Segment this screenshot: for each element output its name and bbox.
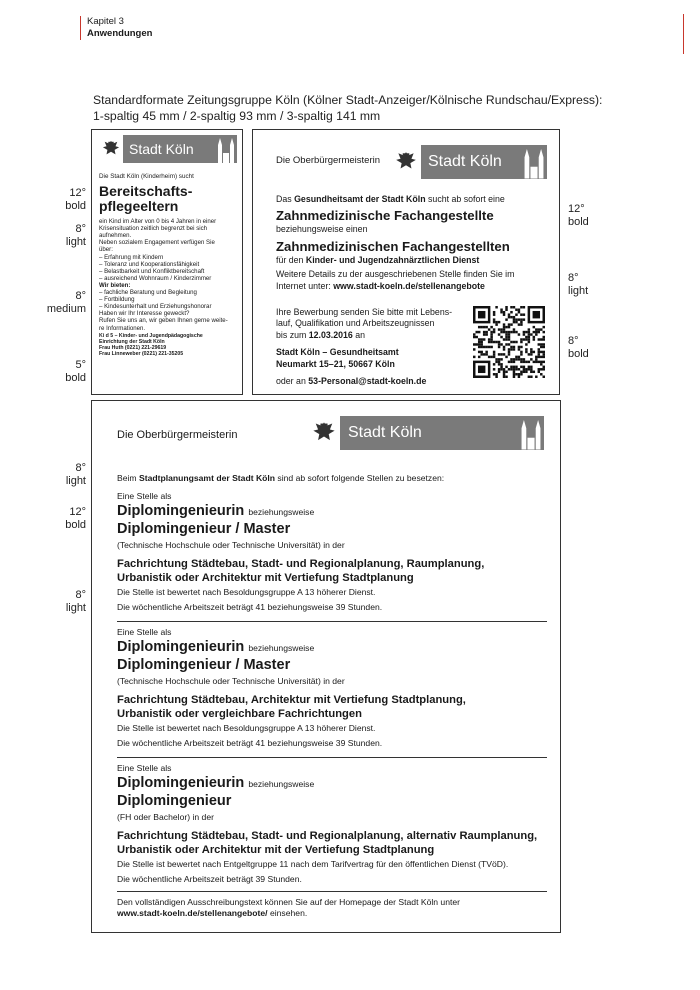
intro-line-2: 1-spaltig 45 mm / 2-spaltig 93 mm / 3-spaltig 141 mm: [93, 109, 381, 123]
label-12-bold-b: 12° bold: [65, 506, 86, 531]
stadt-koeln-logo: [308, 416, 544, 450]
chapter-label: Kapitel 3: [87, 16, 124, 27]
label-8-light-b: 8° light: [65, 462, 86, 487]
ad2-title1: Zahnmedizinische Fachangestellte: [276, 208, 494, 224]
ad2-mid: beziehungsweise einen: [276, 224, 368, 235]
ad2-line3: für den Kinder- und Jugendzahnärztlichen Dienst: [276, 254, 480, 265]
qr-code-icon[interactable]: [473, 306, 545, 378]
ad-zahnmedizin: [252, 129, 560, 395]
ad2-line1: Das Gesundheitsamt der Stadt Köln sucht ab sofort eine: [276, 194, 505, 204]
ad1-pre: Die Stadt Köln (Kinderheim) sucht: [99, 173, 194, 180]
divider: [117, 757, 547, 758]
cathedral-icon: [521, 145, 547, 179]
ad2-mail: oder an 53-Personal@stadt-koeln.de: [276, 376, 427, 387]
ad1-body: ein Kind im Alter von 0 bis 4 Jahren in einer Krisensituation zeitlich begrenzt bei sich aufnehmen. Neben sozialem Engagement verfügen Sie über: – Erfahrung mit Kindern – Toleranz und Kooperationsfähigkeit – Belastbarkeit und Konfliktbereitschaft – ausreichend Wohnraum / Kinderzimmer: [99, 218, 217, 282]
label-5-bold: 5° bold: [65, 359, 86, 384]
ad2-address-1: Stadt Köln – Gesundheitsamt: [276, 347, 399, 358]
stadt-koeln-logo: [391, 145, 547, 179]
ad2-application: Ihre Bewerbung senden Sie bitte mit Lebens- lauf, Qualifikation und Arbeitszeugnissen bis zum 12.03.2016 an Stadt Köln – Gesundheitsamt Neumarkt 15–21, 50667 Köln oder an 53-Personal@stadt-koeln.de: [276, 307, 466, 387]
label-8-light: 8° light: [65, 223, 86, 248]
ad2-title2: Zahnmedizinischen Fachangestellten: [276, 238, 510, 254]
label-12-bold-right: 12° bold: [568, 203, 589, 228]
ad1-content: [99, 173, 239, 357]
job-listing-1: Eine Stelle als Diplomingenieurin beziehungsweise Diplomingenieur / Master (Technische Hochschule oder Technische Universität) in der Fachrichtung Städtebau, Stadt- und Regionalplanung, Raumplanung, Urbanistik oder Architektur mit Vertiefung Stadtplanung Die Stelle ist bewertet nach Besoldungsgruppe A 13 höherer Dienst. Die wöchentliche Arbeitszeit beträgt 41 beziehungsweise 39 Stunden.: [117, 491, 485, 612]
eagle-icon: [391, 145, 421, 179]
oberbuergermeisterin-label: Die Oberbürgermeisterin: [276, 155, 381, 166]
divider: [117, 621, 547, 622]
chapter-header: [80, 16, 152, 40]
ad1-bieten: Wir bieten:: [99, 281, 131, 289]
job-listing-3: Eine Stelle als Diplomingenieurin beziehungsweise Diplomingenieur (FH oder Bachelor) in der Fachrichtung Städtebau, Stadt- und Regionalplanung, alternativ Raumplanung, Urbanistik oder Architektur mit der Vertiefung Stadtplanung Die Stelle ist bewertet nach Entgeltgruppe 11 nach dem Tarifvertrag für den öffentlichen Dienst (TVöD). Die wöchentliche Arbeitszeit beträgt 39 Stunden.: [117, 763, 538, 884]
ad2-address-2: Neumarkt 15–21, 50667 Köln: [276, 358, 395, 369]
eagle-icon: [308, 416, 340, 450]
ad3-footer: Den vollständigen Ausschreibungstext können Sie auf der Homepage der Stadt Köln unter www.stadt-koeln.de/stellenangebote/ einsehen.: [117, 897, 461, 918]
eagle-icon: [99, 135, 123, 163]
oberbuergermeisterin-label: Die Oberbürgermeisterin: [117, 429, 238, 441]
job-listing-2: Eine Stelle als Diplomingenieurin beziehungsweise Diplomingenieur / Master (Technische Hochschule oder Technische Universität) in der Fachrichtung Städtebau, Architektur mit Vertiefung Stadtplanung, Urbanistik oder vergleichbare Fachrichtungen Die Stelle ist bewertet nach Besoldungsgruppe A 13 höherer Dienst. Die wöchentliche Arbeitszeit beträgt 41 beziehungsweise 39 Stunden.: [117, 627, 466, 748]
section-label: Anwendungen: [87, 28, 153, 39]
label-8-light-right: 8° light: [568, 272, 589, 297]
logo-text: Stadt Köln: [348, 424, 422, 441]
margin-rule: [683, 14, 684, 54]
label-8-light-b2: 8° light: [65, 589, 86, 614]
ad1-contact: Ki d 5 – Kinder- und Jugendpädagogische Einrichtung der Stadt Köln Frau Huth (0221) 221-29619 Frau Linneweber (0221) 221-35205: [99, 332, 203, 358]
logo-text: Stadt Köln: [129, 141, 194, 157]
ad1-title: Bereitschafts- pflegeeltern: [99, 183, 193, 215]
ad2-details-1: Weitere Details zu der ausgeschriebenen Stelle finden Sie im: [276, 269, 515, 280]
stadt-koeln-logo: [99, 135, 237, 163]
cathedral-icon: [518, 416, 544, 450]
ad-stadtplanungsamt: [91, 400, 561, 933]
label-8-bold-right: 8° bold: [568, 335, 589, 360]
ad-pflegeeltern: [91, 129, 243, 395]
cathedral-icon: [215, 135, 237, 163]
ad1-body2: – fachliche Beratung und Begleitung – Fortbildung – Kindesunterhalt und Erziehungshonorar Haben wir Ihr Interesse geweckt? Rufen Sie uns an, wir geben Ihnen gerne weite- re Informationen.: [99, 289, 228, 332]
ad2-content: [276, 194, 556, 292]
ad3-intro: Beim Stadtplanungsamt der Stadt Köln sind ab sofort folgende Stellen zu besetzen:: [117, 473, 445, 483]
divider: [117, 891, 547, 892]
logo-text: Stadt Köln: [428, 153, 502, 170]
label-12-bold: 12° bold: [65, 187, 86, 212]
intro-text: [93, 92, 602, 124]
label-8-medium: 8° medium: [46, 290, 86, 315]
intro-line-1: Standardformate Zeitungsgruppe Köln (Kölner Stadt-Anzeiger/Kölnische Rundschau/Express):: [93, 93, 603, 107]
ad2-details-2: Internet unter: www.stadt-koeln.de/stellenangebote: [276, 280, 485, 291]
